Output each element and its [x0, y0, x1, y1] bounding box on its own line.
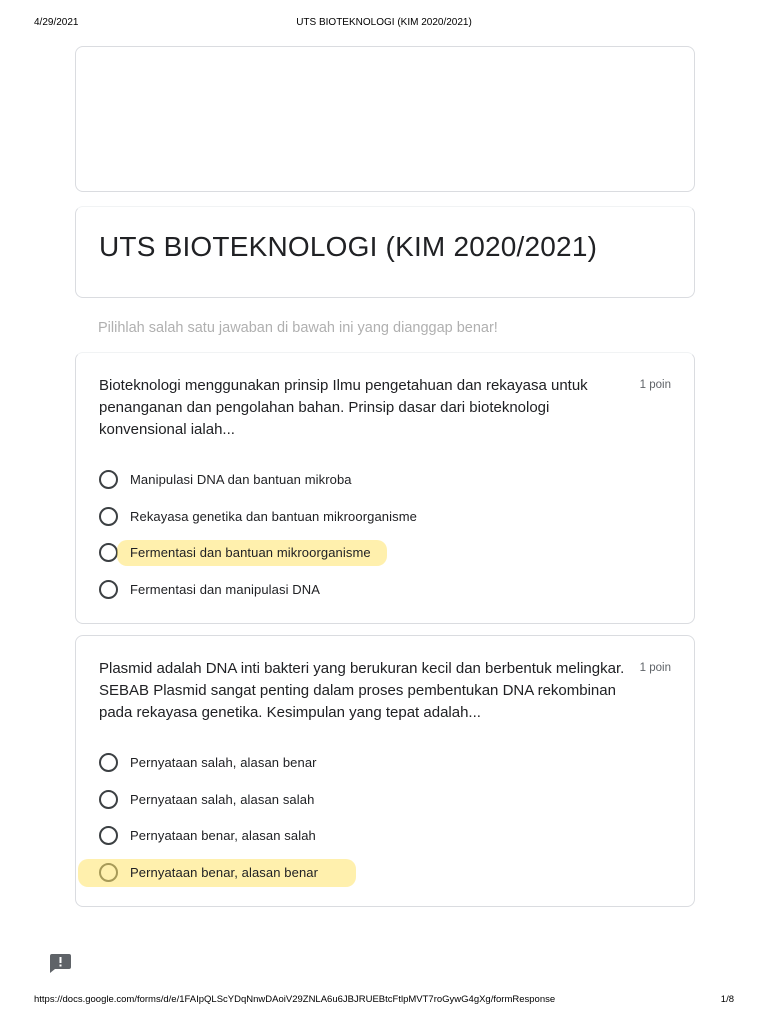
option-label: Pernyataan salah, alasan benar: [130, 754, 317, 770]
print-url: https://docs.google.com/forms/d/e/1FAIpQLScYDqNnwDAoiV29ZNLA6u6JBJRUEBtcFtlpMVT7roGywG4gXg/formResponse: [34, 994, 556, 1005]
page-number: 1/8: [720, 994, 734, 1005]
radio-button[interactable]: [99, 826, 118, 845]
print-footer: [0, 994, 768, 1008]
radio-button[interactable]: [99, 543, 118, 562]
feedback-icon[interactable]: [50, 954, 71, 973]
print-header: [0, 17, 768, 31]
option-label: Fermentasi dan bantuan mikroorganisme: [130, 545, 371, 561]
option-label: Pernyataan benar, alasan salah: [130, 828, 316, 844]
print-title: UTS BIOTEKNOLOGI (KIM 2020/2021): [296, 17, 472, 28]
option-label: Rekayasa genetika dan bantuan mikroorganisme: [130, 508, 417, 524]
radio-button[interactable]: [99, 507, 118, 526]
option-1[interactable]: [99, 461, 659, 498]
radio-button[interactable]: [99, 790, 118, 809]
option-label: Pernyataan salah, alasan salah: [130, 791, 315, 807]
question-text: Bioteknologi menggunakan prinsip Ilmu pengetahuan dan rekayasa untuk penanganan dan pengolahan bahan. Prinsip dasar dari bioteknologi konvensional ialah...: [99, 377, 588, 438]
header-banner: [75, 46, 695, 192]
form-title: UTS BIOTEKNOLOGI (KIM 2020/2021): [99, 231, 598, 262]
form-instructions: Pilihlah salah satu jawaban di bawah ini yang dianggap benar!: [98, 320, 498, 336]
radio-button[interactable]: [99, 753, 118, 772]
radio-group: [99, 461, 659, 608]
radio-button[interactable]: [99, 470, 118, 489]
option-label: Pernyataan benar, alasan benar: [130, 864, 319, 880]
question-points: 1 poin: [639, 379, 671, 391]
radio-group: [99, 744, 659, 891]
question-text: Plasmid adalah DNA inti bakteri yang berukuran kecil dan berbentuk melingkar. SEBAB Plasmid sangat penting dalam proses pembentukan DNA rekombinan pada rekayasa genetika. Kesimpulan yang tepat adalah...: [99, 660, 625, 721]
print-date: 4/29/2021: [34, 17, 79, 28]
question-card-2: [75, 635, 695, 907]
option-label: Manipulasi DNA dan bantuan mikroba: [130, 471, 352, 487]
form-title-card: [75, 206, 695, 298]
question-card-1: [75, 352, 695, 624]
question-points: 1 poin: [639, 662, 671, 674]
option-4[interactable]: [99, 854, 659, 891]
option-3[interactable]: [99, 817, 659, 854]
option-4[interactable]: [99, 571, 659, 608]
option-3[interactable]: [99, 534, 659, 571]
option-label: Fermentasi dan manipulasi DNA: [130, 581, 321, 597]
option-2[interactable]: [99, 781, 659, 818]
option-2[interactable]: [99, 498, 659, 535]
option-1[interactable]: [99, 744, 659, 781]
radio-button[interactable]: [99, 580, 118, 599]
